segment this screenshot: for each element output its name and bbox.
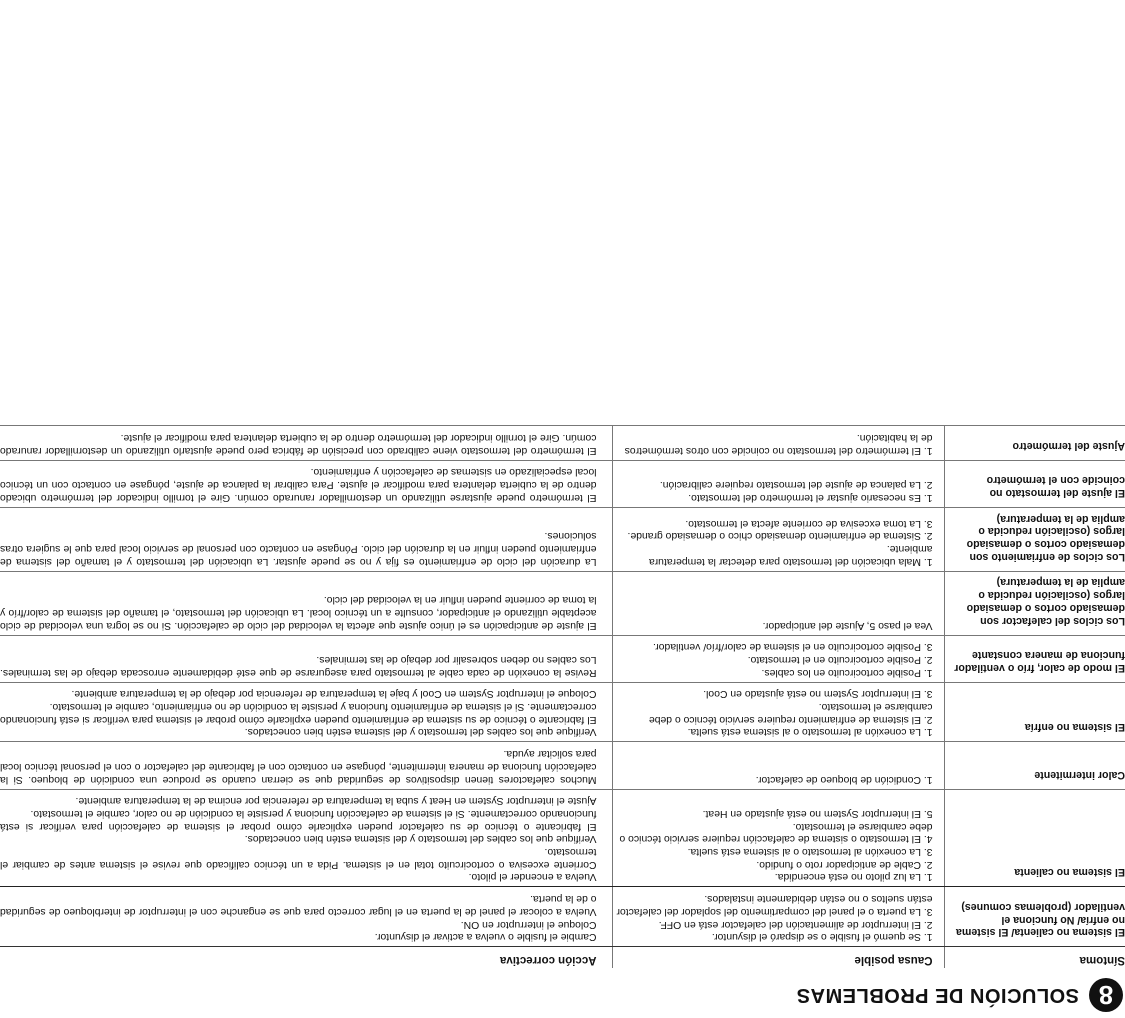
symptom-cell: El sistema no enfría xyxy=(945,682,1125,742)
cause-list xyxy=(614,618,933,631)
cause-cell xyxy=(613,460,945,507)
cause-list xyxy=(614,516,933,567)
table-row xyxy=(0,571,1125,635)
section-number-badge: 8 xyxy=(1089,978,1123,1012)
cause-item: 1. Es necesario ajustar el termómetro del termostato. xyxy=(688,491,933,503)
symptom-cell: El sistema no calienta/ El sistema no enfría/ No funciona el ventilador (problemas comunes) xyxy=(945,887,1125,947)
action-paragraph: Coloque el interruptor en ON. xyxy=(460,918,597,930)
cause-cell xyxy=(613,426,945,460)
cause-list xyxy=(614,806,933,882)
action-paragraph: El termómetro del termostato viene calibrado con precisión de fábrica pero puede ajustarlo utilizando un destornillador ranurado común. Gire el tornillo indicador del termómetro dentro de la cubierta delantera para modificar el ajuste. xyxy=(0,432,597,456)
cause-item: 3. La conexión al termostato o al sistema está suelta. xyxy=(687,846,933,858)
cause-item: Vea el paso 5, Ajuste del anticipador. xyxy=(762,619,933,631)
action-paragraph: Vuelva a encender el piloto. xyxy=(468,871,597,883)
symptom-cell: Calor intermitente xyxy=(945,742,1125,789)
cause-item: 2. El interruptor de alimentación del calefactor está en OFF. xyxy=(658,918,933,930)
symptom-cell: Los ciclos del calefactor son demasiado cortos o demasiado largos (oscilación reducida o amplia de la temperatura) xyxy=(945,571,1125,635)
cause-cell xyxy=(613,571,945,635)
column-header-symptom: Síntoma xyxy=(945,947,1125,968)
action-paragraph: Revise la conexión de cada cable al termostato para asegurarse de que esté debidamente enroscada debajo de las terminales. Los cables no deben sobresalir por debajo de las terminales. xyxy=(0,653,597,678)
action-paragraph: Vuelva a colocar el panel de la puerta en el lugar correcto para que se enganche con el interruptor de interbloqueo de seguridad o de la puerta. xyxy=(0,893,597,917)
cause-item: 3. El interruptor System no está ajustado en Cool. xyxy=(703,688,933,700)
action-paragraph: El fabricante o técnico de su calefactor pueden explicarle cómo probar el sistema de calefacción para verificar si está funcionando correctamente. Si el sistema de calefacción funciona y persiste la condición de no calor, cambie el termostato. xyxy=(0,807,597,832)
symptom-cell: El sistema no calienta xyxy=(945,789,1125,887)
symptom-cell: El ajuste del termostato no coincide con el termómetro xyxy=(945,460,1125,507)
cause-item: 2. El sistema de enfriamiento requiere servicio técnico o debe cambiarse el termostato. xyxy=(648,701,933,725)
cause-cell xyxy=(613,887,945,947)
action-cell xyxy=(0,887,613,947)
cause-item: 1. La luz piloto no está encendida. xyxy=(774,871,933,883)
action-cell xyxy=(0,742,613,789)
action-paragraph: Muchos calefactores tienen dispositivos de seguridad que se cierran cuando se produce una condición de bloqueo. Si la calefacción funciona de manera intermitente, póngase en contacto con el fabricante del calefactor o con el personal técnico local para solicitar ayuda. xyxy=(0,748,597,785)
symptom-cell: Los ciclos de enfriamiento son demasiado cortos o demasiado largos (oscilación reducida o amplia de la temperatura) xyxy=(945,507,1125,571)
cause-item: 3. La puerta o el panel del compartimento del soplador del calefactor están sueltos o no están debidamente instalados. xyxy=(616,893,933,917)
cause-item: 1. Mala ubicación del termostato para detectar la temperatura ambiente. xyxy=(648,543,933,567)
column-header-cause: Causa posible xyxy=(613,947,945,968)
column-header-action: Acción correctiva xyxy=(0,947,613,968)
cause-item: 2. Cable de anticipador roto o fundido. xyxy=(756,858,933,870)
table-row xyxy=(0,789,1125,887)
cause-item: 1. El termómetro del termostato no coincide con otros termómetros de la habitación. xyxy=(624,432,933,456)
action-paragraph: Corriente excesiva o cortocircuito total en el sistema. Pida a un técnico calificado que revise el sistema antes de cambiar el termostato. xyxy=(0,846,597,870)
cause-cell xyxy=(613,742,945,789)
action-paragraph: Cambie el fusible o vuelva a activar el disyuntor. xyxy=(374,931,597,943)
table-row xyxy=(0,682,1125,742)
cause-cell xyxy=(613,789,945,887)
table-row xyxy=(0,426,1125,460)
action-paragraph: Verifique que los cables del termostato y del sistema estén bien conectados. xyxy=(244,833,597,845)
action-cell xyxy=(0,571,613,635)
action-cell xyxy=(0,460,613,507)
table-row xyxy=(0,742,1125,789)
table-row xyxy=(0,507,1125,571)
cause-item: 2. Sistema de enfriamiento demasiado chico o demasiado grande. xyxy=(627,530,933,542)
cause-item: 1. La conexión al termostato o al sistema está suelta. xyxy=(687,726,933,738)
action-paragraph: La duración del ciclo de enfriamiento es fija y no se puede ajustar. La ubicación del termostato y el tamaño del sistema de enfriamiento pueden influir en la duración del ciclo. Póngase en contacto con personal de servicio local para que le sugiera otras soluciones. xyxy=(0,530,597,567)
cause-list xyxy=(614,640,933,678)
cause-cell xyxy=(613,682,945,742)
cause-item: 3. Posible cortocircuito en el sistema de calor/frío/ ventilador. xyxy=(652,641,933,653)
cause-cell xyxy=(613,635,945,682)
table-header-row xyxy=(0,947,1125,968)
cause-list xyxy=(614,687,933,738)
action-paragraph: El ajuste de anticipación es el único ajuste que afecta la velocidad del ciclo de calefacción. Si no se logra una velocidad de ciclo aceptable utilizando el anticipador, consulte a un técnico local. La ubicación del termostato, el tamaño del sistema de calor/frío y la toma de corriente pueden influir en la velocidad del ciclo. xyxy=(0,594,597,631)
action-paragraph: Verifique que los cables del termostato y del sistema estén bien conectados. xyxy=(244,726,597,738)
action-cell xyxy=(0,426,613,460)
table-body xyxy=(0,426,1125,947)
cause-item: 2. Posible cortocircuito en el termostato. xyxy=(747,653,933,665)
action-paragraph: El fabricante o técnico de su sistema de enfriamiento pueden explicarle cómo probar el sistema para verificar si está funcionando correctamente. Si el sistema de enfriamiento funciona y persiste la condición de no enfriamiento, cambie el termostato. xyxy=(0,701,597,725)
action-paragraph: El termómetro puede ajustarse utilizando un destornillador ranurado común. Gire el tornillo indicador del termómetro ubicado dentro de la cubierta delantera para modificar el ajuste. Para calibrar la palanca de ajuste, póngase en contacto con un técnico local especializado en sistemas de calefacción y enfriamiento. xyxy=(0,466,597,503)
cause-item: 1. Posible cortocircuito en los cables. xyxy=(761,666,933,678)
symptom-cell: El modo de calor, frío o ventilador funciona de manera constante xyxy=(945,635,1125,682)
table-row xyxy=(0,635,1125,682)
action-paragraph: Coloque el interruptor System en Cool y baje la temperatura de referencia por debajo de la temperatura ambiente. xyxy=(71,688,597,700)
cause-list xyxy=(614,478,933,503)
table-row xyxy=(0,460,1125,507)
section-header xyxy=(796,972,1125,1018)
cause-list xyxy=(614,891,933,942)
cause-item: 1. Condición de bloqueo de calefactor. xyxy=(755,773,933,785)
troubleshooting-table xyxy=(0,425,1125,968)
symptom-cell: Ajuste del termómetro xyxy=(945,426,1125,460)
cause-list xyxy=(614,772,933,785)
cause-item: 4. El termostato o sistema de calefacción requiere servicio técnico o debe cambiarse el termostato. xyxy=(619,820,933,845)
cause-item: 5. El interruptor System no está ajustado en Heat. xyxy=(702,807,933,819)
cause-list xyxy=(614,430,933,455)
action-cell xyxy=(0,507,613,571)
cause-item: 3. La toma excesiva de corriente afecta el termostato. xyxy=(685,517,933,529)
cause-item: 2. La palanca de ajuste del termostato requiere calibración. xyxy=(659,479,933,491)
action-cell xyxy=(0,789,613,887)
cause-cell xyxy=(613,507,945,571)
action-cell xyxy=(0,682,613,742)
action-paragraph: Ajuste el interruptor System en Heat y suba la temperatura de referencia por encima de la temperatura ambiente. xyxy=(75,795,597,807)
section-title: SOLUCIÓN DE PROBLEMAS xyxy=(796,984,1079,1007)
action-cell xyxy=(0,635,613,682)
table-row xyxy=(0,887,1125,947)
cause-item: 1. Se quemó el fusible o se disparó el disyuntor. xyxy=(711,931,933,943)
